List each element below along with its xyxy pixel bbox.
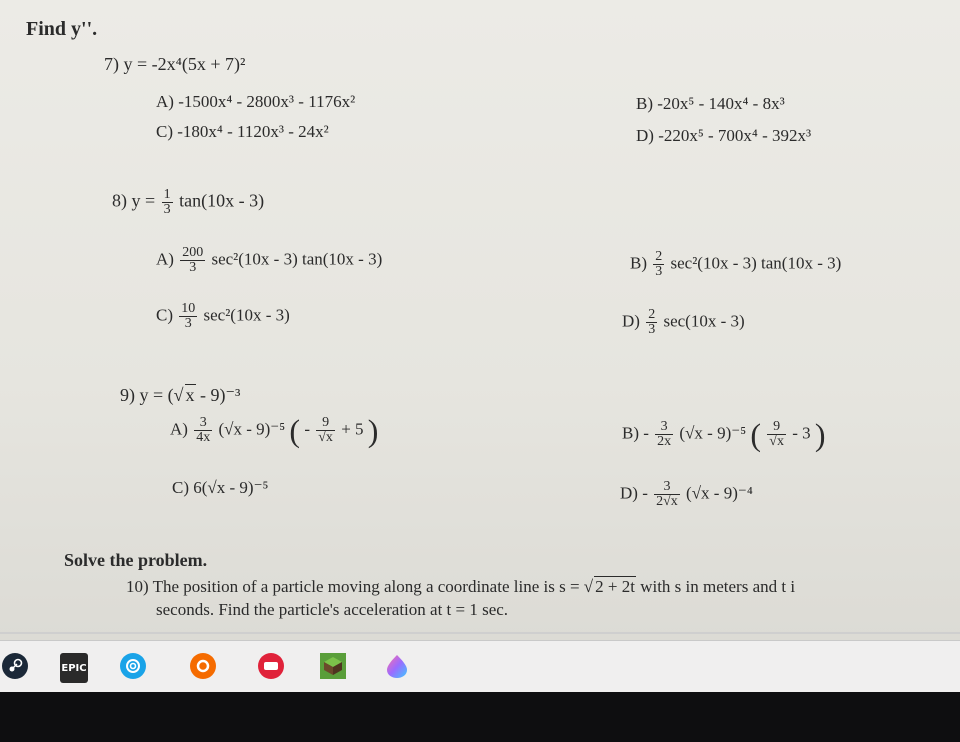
q10-line1: 10) The position of a particle moving along a coordinate line is s = √ 2 + 2t with s in meters and t i xyxy=(126,577,796,596)
origin-icon[interactable] xyxy=(190,653,216,679)
q8-stem-prefix: 8) y = xyxy=(112,190,156,211)
q8-option-d: D) $\frac{2}{3}$ sec(10x - 3) xyxy=(622,307,745,337)
section-heading: Solve the problem. xyxy=(64,550,208,570)
q7-option-d: D) -220x⁵ - 700x⁴ - 392x³ xyxy=(636,126,812,145)
q8-option-a: A) $\frac{200}{3}$ sec²(10x - 3) tan(10x - 3) xyxy=(156,245,383,275)
q9-option-a: A) $\frac{3}{4x}$ (√x - 9)⁻⁵ ( - $\frac{9}{√x}$ + 5 ) xyxy=(170,412,379,449)
page-title: Find y''. xyxy=(26,18,98,40)
q8-option-b: B) $\frac{2}{3}$ sec²(10x - 3) tan(10x - 3) xyxy=(630,249,842,279)
app-icon[interactable] xyxy=(258,653,284,679)
q8-stem-fraction: $\frac{1}{3}$ xyxy=(163,187,171,217)
q10-line2: seconds. Find the particle's acceleration at t = 1 sec. xyxy=(156,600,509,619)
epic-games-icon[interactable] xyxy=(60,653,88,683)
q7-option-a: A) -1500x⁴ - 2800x³ - 1176x² xyxy=(156,92,356,111)
gem-icon[interactable] xyxy=(384,653,410,679)
uplay-icon[interactable] xyxy=(120,653,146,679)
q7-option-c: C) -180x⁴ - 1120x³ - 24x² xyxy=(156,122,329,141)
q9-option-d: D) - $\frac{3}{2√x}$ (√x - 9)⁻⁴ xyxy=(620,479,753,509)
minecraft-icon[interactable] xyxy=(320,653,346,679)
q8-stem xyxy=(112,188,264,217)
monitor-bezel xyxy=(0,692,960,742)
epic-label: EPIC xyxy=(61,662,87,674)
q9-option-c: C) 6(√x - 9)⁻⁵ xyxy=(172,478,269,497)
q7-option-b: B) -20x⁵ - 140x⁴ - 8x³ xyxy=(636,94,785,113)
steam-icon[interactable] xyxy=(2,653,28,679)
q8-option-c: C) $\frac{10}{3}$ sec²(10x - 3) xyxy=(156,301,290,331)
q9-stem: 9) y = (√ x - 9)⁻³ xyxy=(120,385,241,405)
q8-stem-suffix: tan(10x - 3) xyxy=(179,190,265,211)
q9-option-b: B) - $\frac{3}{2x}$ (√x - 9)⁻⁵ ( $\frac{9}{√x}$ - 3 ) xyxy=(622,416,826,453)
taskbar xyxy=(0,640,960,693)
q7-stem: 7) y = -2x⁴(5x + 7)² xyxy=(104,54,246,74)
page-divider xyxy=(0,632,960,634)
